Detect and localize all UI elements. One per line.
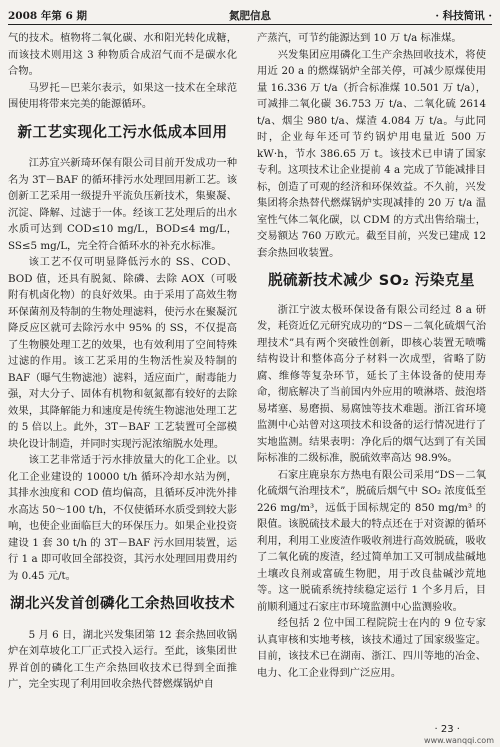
section-title-desulfurization: 脱硫新技术减少 SO₂ 污染克星	[268, 273, 475, 289]
site-watermark: www.wanqqi.com	[424, 736, 494, 745]
page-number: · 23 ·	[434, 724, 460, 735]
left-column	[8, 30, 237, 693]
issue-label: 2008 年第 6 期	[8, 10, 87, 22]
desulfurization-paragraph-2: 石家庄鹿泉东方热电有限公司采用“DS－二氧化硫烟气治理技术”，脱硫后烟气中 SO₂ 浓度低至 226 mg/m³，远低于国标规定的 850 mg/m³ 的限值。该脱硫技术最大的特点还在于对资源的循环利用，利用工业废渣作吸收剂进行高效脱硫，吸收了二氧化硫的废渣，经过简单加工又可制成盐碱地土壤改良剂或富硫生物肥，用于改良盐碱沙荒地等。这一脱硫系统持续稳定运行 1 个多月后，目前顺利通过石家庄市环境监测中心监测验收。	[257, 468, 486, 613]
wastewater-paragraph-1: 江苏宜兴新琦环保有限公司目前开发成功一种名为 3T－BAF 的循环排污水处理回用新工艺。该创新工艺采用一级提升平流负压新技术，集聚凝、沉淀、降解、过滤于一体。经该工艺处理后的出水水质可达到 COD≤10 mg/L，BOD≤4 mg/L，SS≤5 mg/L，完全符合循环水的补充水标准。	[8, 157, 237, 252]
intro-paragraph-continued: 气的技术。植物将二氧化碳、水和阳光转化成糖，而该技术则用这 3 种物质合成沼气而不是碳水化合物。	[8, 32, 237, 77]
journal-title: 氮肥信息	[229, 10, 271, 22]
heat-recovery-paragraph-2: 兴发集团应用磷化工生产余热回收技术，将使用近 20 a 的燃煤锅炉全部关停，可减少原煤使用量 16.336 万 t/a（折合标准煤 10.501 万 t/a），可减排二氧化碳 36.753 万 t/a、二氧化硫 2614 t/a、烟尘 980 t/a、煤渣 4.084 万 t/a。与此同时，企业每年还可节约锅炉用电量近 500 万 kW·h，节水 386.65 万 t。该技术已申请了国家专利。这项技术让企业提前 4 a 完成了节能减排目标，创造了可观的经济和环保效益。不久前，兴发集团将余热替代燃煤锅炉实现减排的 20 万 t/a 温室性气体二氧化碳，以 CDM 的方式出售给瑞士，交易额达 760 万欧元。截至目前，兴发已建成 12 套余热回收装置。	[257, 48, 486, 259]
running-header	[8, 6, 492, 25]
heat-recovery-paragraph-continued: 产蒸汽，可节约能源达到 10 万 t/a 标准煤。	[257, 32, 462, 44]
heat-recovery-paragraph-1: 5 月 6 日，湖北兴发集团第 12 套余热回收锅炉在刘草坡化工厂正式投入运行。至此，该集团世界首创的磷化工生产余热回收技术已得到全面推广，完全实现了利用回收余热代替燃煤锅炉自	[8, 628, 237, 690]
section-title-wastewater: 新工艺实现化工污水低成本回用	[17, 124, 228, 141]
column-label: · 科技简讯 ·	[435, 10, 492, 22]
wastewater-paragraph-3: 该工艺非常适于污水排放量大的化工企业。以化工企业建设的 10000 t/h 循环冷却水站为例，其排水浊度和 COD 值均偏高，且循环反冲洗外排水高达 50～100 t/h，不仅使循环水质受到较大影响，也使企业面临巨大的环保压力。如果企业投资建设 1 套 30 t/h 的 3T－BAF 污水回用装置，运行 1 a 即可收回全部投资，其污水处理回用费用约为 0.45 元/t。	[8, 454, 237, 582]
desulfurization-paragraph-1: 浙江宁波太极环保设备有限公司经过 8 a 研发，耗资近亿元研究成功的“DS－二氧化硫烟气治理技术”具有两个突破性创新，即核心装置无喷嘴结构设计和整体高分子材料一次成型，省略了防腐、维修等复杂环节，延长了主体设备的使用寿命，彻底解决了当前国内外应用的喷淋塔、鼓泡塔易堵塞、易磨损、易腐蚀等技术难题。浙江省环境监测中心站曾对这项技术和设备的运行情况进行了实地监测。结果表明：净化后的烟气达到了有关国际标准的二级标准，脱硫效率高达 98.9%。	[257, 303, 486, 464]
right-column	[257, 30, 486, 681]
section-title-heat-recovery: 湖北兴发首创磷化工余热回收技术	[10, 596, 235, 612]
wastewater-paragraph-2: 该工艺不仅可明显降低污水的 SS、COD、BOD 值，还具有脱氮、除磷、去除 AOX（可吸附有机卤化物）的良好效果。由于采用了高效生物环保菌剂及特制的生物处理滤料，使污水在聚凝沉降反应区就可去除污水中 95% 的 SS，不仅提高了生物膜处理工艺的效果，也有效利用了空间特殊过滤的作用。该工艺采用的生物活性炭及特制的 BAF（曝气生物滤池）滤料，适应面广，耐毒能力强，对大分子、固体有机物和氨氮都有较好的去除效果，其降解能力和速度是传统生物滤池处理工艺的 5 倍以上。此外，3T－BAF 工艺装置可全部模块化设计制造，并同时实现污泥浓缩脱水处理。	[8, 256, 237, 450]
intro-paragraph-quote: 马罗托－巴莱尔表示，如果这一技术在全球范围使用将带来完美的能源循环。	[8, 81, 237, 110]
desulfurization-paragraph-3: 经包括 2 位中国工程院院士在内的 9 位专家认真审核和实地考核，该技术通过了国家级鉴定。目前，该技术已在湖南、浙江、四川等地的冶金、电力、化工企业得到广泛应用。	[257, 617, 486, 679]
